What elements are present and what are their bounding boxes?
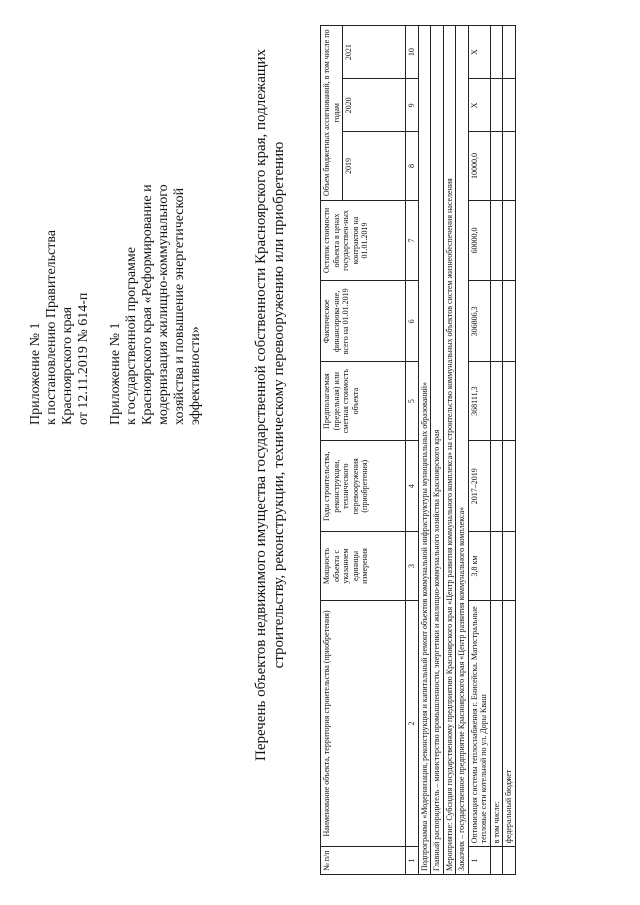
header-name: Наименование объекта, территория строительства (приобретения): [321, 600, 406, 847]
table-row: [490, 26, 503, 875]
header-year-2019: 2019: [343, 132, 406, 200]
appendix-line: от 12.11.2019 № 614-п: [76, 292, 91, 425]
header-capacity: Мощность объекта с указанием единицы измерения: [321, 532, 406, 600]
empty-cell: [503, 440, 516, 531]
empty-cell: [503, 362, 516, 441]
appendix-line: эффективности»: [188, 326, 203, 425]
customer-text: Заказчик – государственное предприятие Красноярского края «Центр развития коммунального комплекса»: [456, 26, 469, 875]
empty-cell: [490, 440, 503, 531]
table-row: [468, 26, 490, 875]
header-actual: Фактическое финансирова-ние, всего на 01.01.2019: [321, 281, 406, 362]
row-remainder: 60000,0: [468, 200, 490, 281]
row-years: 2017–2019: [468, 440, 490, 531]
empty-cell: [490, 79, 503, 132]
row-num: 1: [468, 847, 490, 875]
sub-row-label: федеральный бюджет: [503, 600, 516, 847]
sub-row-label: в том числе:: [490, 600, 503, 847]
row-actual: 306806,3: [468, 281, 490, 362]
col-number: 3: [406, 532, 419, 600]
appendix-header: [28, 25, 204, 425]
empty-cell: [490, 26, 503, 79]
empty-cell: [490, 281, 503, 362]
column-numbers-row: [406, 26, 419, 875]
empty-cell: [503, 26, 516, 79]
empty-cell: [490, 132, 503, 200]
appendix-line: Приложение № 1: [108, 322, 123, 425]
row-capacity: 3,8 км: [468, 532, 490, 600]
empty-cell: [503, 200, 516, 281]
appendix-line: Красноярского края: [60, 306, 75, 425]
empty-cell: [490, 200, 503, 281]
col-number: 4: [406, 440, 419, 531]
appendix-line: к постановлению Правительства: [44, 229, 59, 425]
header-year-2021: 2021: [343, 26, 406, 79]
appendix-line: Приложение № 1: [28, 322, 43, 425]
spacer: [92, 25, 108, 425]
row-2019: 10000,0: [468, 132, 490, 200]
empty-cell: [503, 132, 516, 200]
subprogram-text: Подпрограмма «Модернизация, реконструкция и капитальный ремонт объектов коммунальной инфраструктуры муниципальных образований»: [418, 26, 431, 875]
appendix-line: Красноярского края «Реформирование и: [140, 184, 155, 425]
appendix-line: к государственной программе: [124, 247, 139, 425]
customer-row: [456, 26, 469, 875]
header-budget: Объем бюджетных ассигнований, в том числе по годам: [321, 26, 343, 201]
header-num: № п/п: [321, 847, 406, 875]
header-cost: Предполагаемая (предельная) или сметная стоимость объекта: [321, 362, 406, 441]
empty-cell: [490, 362, 503, 441]
col-number: 6: [406, 281, 419, 362]
col-number: 1: [406, 847, 419, 875]
header-remainder: Остаток стоимости объекта в ценах государствен-ных контрактов на 01.01.2019: [321, 200, 406, 281]
row-name: Оптимизация системы теплоснабжения г. Енисейска. Магистральные тепловые сети котельной по ул. Доры Кваш: [468, 600, 490, 847]
row-2021: Х: [468, 26, 490, 79]
title-line: строительству, реконструкции, техническому перевооружению или приобретению: [271, 141, 287, 669]
col-number: 2: [406, 600, 419, 847]
empty-cell: [503, 281, 516, 362]
measure-text: Мероприятие: Субсидия государственному предприятию Красноярского края «Центр развития коммунального комплекса» на строительство коммунальных объектов систем жизнеобеспечения населения: [443, 26, 456, 875]
col-number: 9: [406, 79, 419, 132]
empty-cell: [503, 847, 516, 875]
table-row: [503, 26, 516, 875]
chief-manager-text: Главный распорядитель – министерство промышленности, энергетики и жилищно-коммунального хозяйства Красноярского края: [431, 26, 444, 875]
col-number: 7: [406, 200, 419, 281]
header-years: Годы строительства, реконструкции, технического перевооружения (приобретения): [321, 440, 406, 531]
measure-row: [443, 26, 456, 875]
col-number: 8: [406, 132, 419, 200]
header-year-2020: 2020: [343, 79, 406, 132]
appendix-line: хозяйства и повышение энергетической: [172, 187, 187, 425]
chief-manager-row: [431, 26, 444, 875]
row-cost: 368111,3: [468, 362, 490, 441]
subprogram-row: [418, 26, 431, 875]
table-header-row: [321, 26, 343, 875]
empty-cell: [503, 79, 516, 132]
empty-cell: [490, 847, 503, 875]
document-title: [252, 25, 288, 785]
col-number: 5: [406, 362, 419, 441]
title-line: Перечень объектов недвижимого имущества государственной собственности Красноярского края, подлежащих: [253, 49, 269, 762]
empty-cell: [503, 532, 516, 600]
col-number: 10: [406, 26, 419, 79]
row-2020: Х: [468, 79, 490, 132]
objects-table: [320, 25, 516, 875]
empty-cell: [490, 532, 503, 600]
appendix-line: модернизация жилищно-коммунального: [156, 184, 171, 425]
